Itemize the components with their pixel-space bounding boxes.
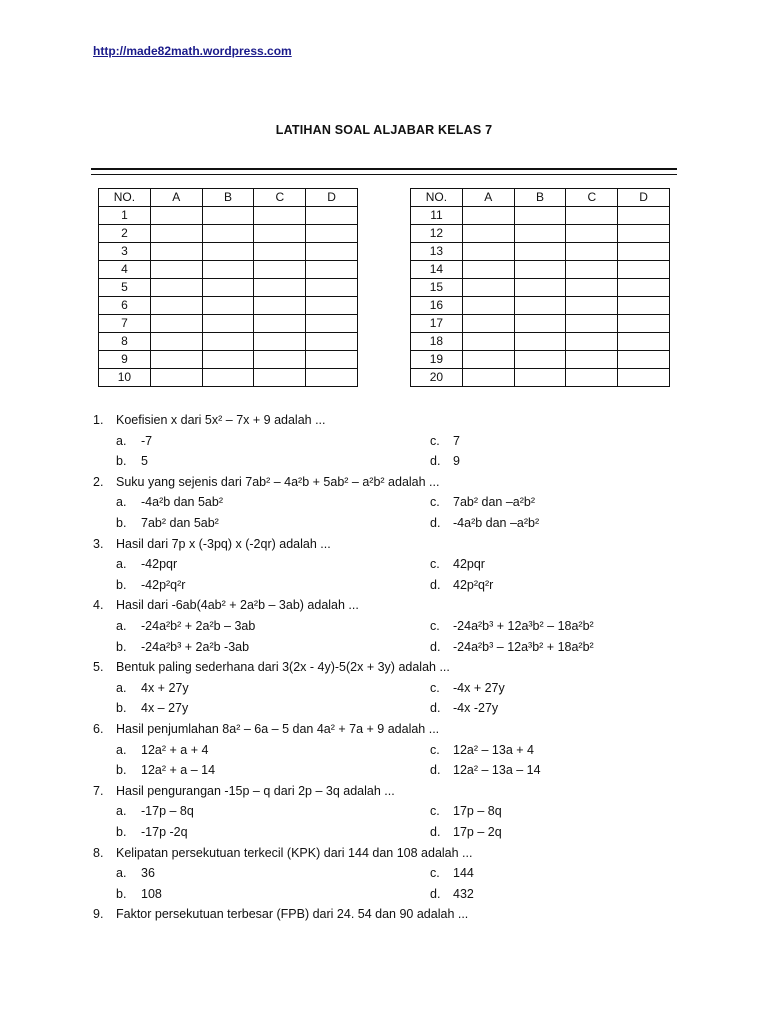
answer-cell[interactable]	[514, 369, 566, 387]
answer-cell[interactable]	[566, 315, 618, 333]
answer-cell[interactable]	[514, 225, 566, 243]
question-number-cell: 14	[411, 261, 463, 279]
answer-cell[interactable]	[254, 225, 306, 243]
answer-cell[interactable]	[514, 297, 566, 315]
answer-cell[interactable]	[150, 207, 202, 225]
answer-cell[interactable]	[306, 243, 358, 261]
answer-cell[interactable]	[306, 207, 358, 225]
answer-row	[99, 261, 358, 279]
question-number-cell: 20	[411, 369, 463, 387]
option-letter: a.	[116, 557, 127, 572]
option-letter: d.	[430, 763, 441, 778]
answer-cell[interactable]	[202, 315, 254, 333]
option-d: 17p – 2q	[453, 825, 502, 839]
answer-row	[411, 351, 670, 369]
option-b: -17p -2q	[141, 825, 188, 839]
answer-row	[411, 207, 670, 225]
answer-cell[interactable]	[202, 333, 254, 351]
answer-cell[interactable]	[150, 297, 202, 315]
answer-cell[interactable]	[202, 369, 254, 387]
answer-row	[99, 351, 358, 369]
question-number: 2.	[93, 474, 104, 489]
answer-cell[interactable]	[202, 297, 254, 315]
question-text: Faktor persekutuan terbesar (FPB) dari 24. 54 dan 90 adalah ...	[116, 907, 469, 922]
answer-cell[interactable]	[150, 351, 202, 369]
title-divider-thick	[91, 168, 677, 170]
answer-row	[99, 315, 358, 333]
answer-cell[interactable]	[150, 279, 202, 297]
question-number: 5.	[93, 660, 104, 675]
answer-cell[interactable]	[306, 297, 358, 315]
question-text: Hasil penjumlahan 8a² – 6a – 5 dan 4a² + 7a + 9 adalah ...	[116, 722, 440, 736]
answer-cell[interactable]	[618, 297, 670, 315]
option-letter: b.	[116, 454, 127, 469]
question-number-cell: 5	[99, 279, 151, 297]
option-c: 17p – 8q	[453, 804, 502, 819]
answer-cell[interactable]	[462, 369, 514, 387]
question-text: Hasil dari 7p x (-3pq) x (-2qr) adalah ...	[116, 536, 331, 551]
answer-cell[interactable]	[462, 279, 514, 297]
header-cell: B	[514, 189, 566, 207]
option-b: -42p²q²r	[141, 577, 186, 592]
header-cell: A	[462, 189, 514, 207]
option-letter: a.	[116, 680, 127, 695]
option-c: 144	[453, 866, 474, 881]
answer-cell[interactable]	[150, 261, 202, 279]
option-letter: b.	[116, 577, 127, 592]
option-letter: a.	[116, 433, 127, 448]
question-number: 3.	[93, 536, 104, 551]
question-text: Kelipatan persekutuan terkecil (KPK) dari 144 dan 108 adalah ...	[116, 845, 473, 860]
answer-cell[interactable]	[202, 279, 254, 297]
question-number-cell: 7	[99, 315, 151, 333]
question-number-cell: 19	[411, 351, 463, 369]
answer-cell[interactable]	[566, 351, 618, 369]
option-d: 12a² – 13a – 14	[453, 763, 541, 778]
answer-cell[interactable]	[254, 279, 306, 297]
header-cell: D	[618, 189, 670, 207]
answer-cell[interactable]	[150, 333, 202, 351]
option-c: -4x + 27y	[453, 680, 505, 695]
option-b: 4x – 27y	[141, 701, 189, 716]
option-letter: b.	[116, 516, 127, 530]
question-text: Hasil dari -6ab(4ab² + 2a²b – 3ab) adalah ...	[116, 598, 359, 613]
question-number-cell: 6	[99, 297, 151, 315]
option-d: 42p²q²r	[453, 577, 494, 592]
option-letter: d.	[430, 454, 441, 469]
header-cell: NO.	[411, 189, 463, 207]
option-letter: b.	[116, 825, 127, 839]
answer-cell[interactable]	[254, 315, 306, 333]
answer-cell[interactable]	[566, 207, 618, 225]
question-number: 9.	[93, 907, 104, 922]
question-number-cell: 1	[99, 207, 151, 225]
question-number-cell: 10	[99, 369, 151, 387]
option-letter: c.	[430, 866, 440, 881]
answer-cell[interactable]	[202, 351, 254, 369]
answer-cell[interactable]	[254, 261, 306, 279]
option-c: 7	[453, 433, 460, 448]
answer-cell[interactable]	[514, 333, 566, 351]
answer-cell[interactable]	[514, 279, 566, 297]
answer-cell[interactable]	[514, 243, 566, 261]
answer-cell[interactable]	[462, 207, 514, 225]
answer-cell[interactable]	[618, 333, 670, 351]
option-b: 7ab² dan 5ab²	[141, 516, 219, 530]
header-cell: A	[150, 189, 202, 207]
option-letter: a.	[116, 619, 127, 633]
option-letter: c.	[430, 742, 440, 757]
answer-row	[411, 225, 670, 243]
option-letter: a.	[116, 804, 127, 819]
question-text: Hasil pengurangan -15p – q dari 2p – 3q adalah ...	[116, 783, 395, 798]
answer-cell[interactable]	[462, 225, 514, 243]
question-number-cell: 12	[411, 225, 463, 243]
question-number-cell: 13	[411, 243, 463, 261]
answer-cell[interactable]	[618, 315, 670, 333]
answer-row	[411, 279, 670, 297]
answer-cell[interactable]	[514, 207, 566, 225]
answer-row	[99, 207, 358, 225]
answer-cell[interactable]	[618, 279, 670, 297]
question-number: 7.	[93, 783, 104, 798]
answer-cell[interactable]	[462, 333, 514, 351]
answer-cell[interactable]	[150, 315, 202, 333]
question-number-cell: 16	[411, 297, 463, 315]
option-c: 12a² – 13a + 4	[453, 742, 534, 757]
option-letter: c.	[430, 433, 440, 448]
answer-cell[interactable]	[618, 351, 670, 369]
answer-row	[411, 369, 670, 387]
option-b: 5	[141, 454, 148, 469]
answer-cell[interactable]	[254, 297, 306, 315]
question-number: 6.	[93, 722, 104, 736]
answer-cell[interactable]	[462, 243, 514, 261]
option-letter: a.	[116, 495, 127, 510]
answer-cell[interactable]	[306, 279, 358, 297]
answer-cell[interactable]	[462, 351, 514, 369]
answer-table-right	[410, 188, 670, 387]
answer-row	[411, 261, 670, 279]
option-letter: d.	[430, 516, 441, 530]
option-letter: b.	[116, 701, 127, 716]
option-letter: d.	[430, 886, 441, 901]
answer-cell[interactable]	[306, 225, 358, 243]
option-a: -4a²b dan 5ab²	[141, 495, 224, 510]
answer-cell[interactable]	[306, 351, 358, 369]
question-number-cell: 4	[99, 261, 151, 279]
answer-cell[interactable]	[254, 243, 306, 261]
option-letter: b.	[116, 763, 127, 778]
option-d: -24a²b³ – 12a³b² + 18a²b²	[453, 639, 594, 654]
question-number-cell: 3	[99, 243, 151, 261]
answer-cell[interactable]	[618, 225, 670, 243]
answer-cell[interactable]	[254, 333, 306, 351]
source-url[interactable]: http://made82math.wordpress.com	[93, 44, 292, 58]
answer-cell[interactable]	[462, 261, 514, 279]
answer-row	[99, 243, 358, 261]
answer-row	[99, 279, 358, 297]
question-number-cell: 17	[411, 315, 463, 333]
answer-cell[interactable]	[462, 297, 514, 315]
option-d: 9	[453, 454, 460, 469]
question-text: Suku yang sejenis dari 7ab² – 4a²b + 5ab² – a²b² adalah ...	[116, 474, 440, 489]
option-letter: d.	[430, 639, 441, 654]
option-c: 42pqr	[453, 557, 485, 572]
option-d: 432	[453, 886, 474, 901]
option-a: -24a²b² + 2a²b – 3ab	[141, 619, 256, 633]
header-cell: B	[202, 189, 254, 207]
answer-table-header	[99, 189, 358, 207]
answer-cell[interactable]	[202, 243, 254, 261]
answer-cell[interactable]	[566, 225, 618, 243]
header-cell: C	[566, 189, 618, 207]
question-number-cell: 18	[411, 333, 463, 351]
answer-row	[411, 243, 670, 261]
answer-row	[99, 225, 358, 243]
question-number-cell: 15	[411, 279, 463, 297]
option-letter: b.	[116, 639, 127, 654]
option-letter: a.	[116, 866, 127, 881]
answer-cell[interactable]	[202, 261, 254, 279]
header-cell: D	[306, 189, 358, 207]
question-number-cell: 11	[411, 207, 463, 225]
option-a: -42pqr	[141, 557, 178, 572]
option-letter: d.	[430, 577, 441, 592]
answer-cell[interactable]	[514, 261, 566, 279]
answer-cell[interactable]	[202, 207, 254, 225]
question-number-cell: 2	[99, 225, 151, 243]
option-d: -4x -27y	[453, 701, 499, 716]
answer-cell[interactable]	[618, 207, 670, 225]
question-number-cell: 8	[99, 333, 151, 351]
answer-cell[interactable]	[306, 315, 358, 333]
question-number: 8.	[93, 845, 104, 860]
answer-cell[interactable]	[306, 333, 358, 351]
answer-row	[411, 297, 670, 315]
answer-cell[interactable]	[566, 279, 618, 297]
answer-table-left	[98, 188, 358, 387]
answer-cell[interactable]	[618, 261, 670, 279]
option-letter: c.	[430, 804, 440, 819]
option-letter: c.	[430, 495, 440, 510]
header-cell: C	[254, 189, 306, 207]
question-number: 4.	[93, 598, 104, 613]
option-d: -4a²b dan –a²b²	[453, 516, 540, 530]
option-a: 12a² + a + 4	[141, 742, 209, 757]
option-letter: d.	[430, 701, 441, 716]
option-a: -7	[141, 433, 153, 448]
answer-cell[interactable]	[566, 333, 618, 351]
answer-cell[interactable]	[150, 243, 202, 261]
option-letter: d.	[430, 825, 441, 839]
header-cell: NO.	[99, 189, 151, 207]
option-b: -24a²b³ + 2a²b -3ab	[141, 639, 250, 654]
answer-row	[411, 333, 670, 351]
answer-cell[interactable]	[150, 225, 202, 243]
answer-cell[interactable]	[566, 297, 618, 315]
option-letter: b.	[116, 886, 127, 901]
answer-cell[interactable]	[306, 369, 358, 387]
answer-cell[interactable]	[566, 261, 618, 279]
option-letter: c.	[430, 619, 440, 633]
answer-cell[interactable]	[618, 243, 670, 261]
answer-table-header	[411, 189, 670, 207]
option-letter: c.	[430, 680, 440, 695]
question-number-cell: 9	[99, 351, 151, 369]
option-letter: c.	[430, 557, 440, 572]
option-c: -24a²b³ + 12a³b² – 18a²b²	[453, 619, 594, 633]
answer-cell[interactable]	[514, 351, 566, 369]
answer-cell[interactable]	[514, 315, 566, 333]
option-a: 36	[141, 866, 155, 881]
option-a: -17p – 8q	[141, 804, 194, 819]
option-c: 7ab² dan –a²b²	[453, 495, 536, 510]
question-text: Bentuk paling sederhana dari 3(2x - 4y)-5(2x + 3y) adalah ...	[116, 660, 450, 675]
answer-cell[interactable]	[254, 351, 306, 369]
answer-cell[interactable]	[566, 369, 618, 387]
answer-row	[99, 369, 358, 387]
answer-cell[interactable]	[254, 369, 306, 387]
option-b: 108	[141, 886, 162, 901]
answer-cell[interactable]	[462, 315, 514, 333]
answer-cell[interactable]	[306, 261, 358, 279]
answer-cell[interactable]	[202, 225, 254, 243]
answer-cell[interactable]	[254, 207, 306, 225]
option-letter: a.	[116, 742, 127, 757]
question-number: 1.	[93, 413, 104, 427]
answer-cell[interactable]	[150, 369, 202, 387]
title-divider-thin	[91, 174, 677, 175]
option-a: 4x + 27y	[141, 680, 189, 695]
answer-cell[interactable]	[618, 369, 670, 387]
page-title: LATIHAN SOAL ALJABAR KELAS 7	[275, 123, 493, 137]
answer-row	[99, 333, 358, 351]
question-text: Koefisien x dari 5x² – 7x + 9 adalah ...	[116, 413, 326, 427]
answer-row	[411, 315, 670, 333]
option-b: 12a² + a – 14	[141, 763, 216, 778]
answer-row	[99, 297, 358, 315]
answer-cell[interactable]	[566, 243, 618, 261]
